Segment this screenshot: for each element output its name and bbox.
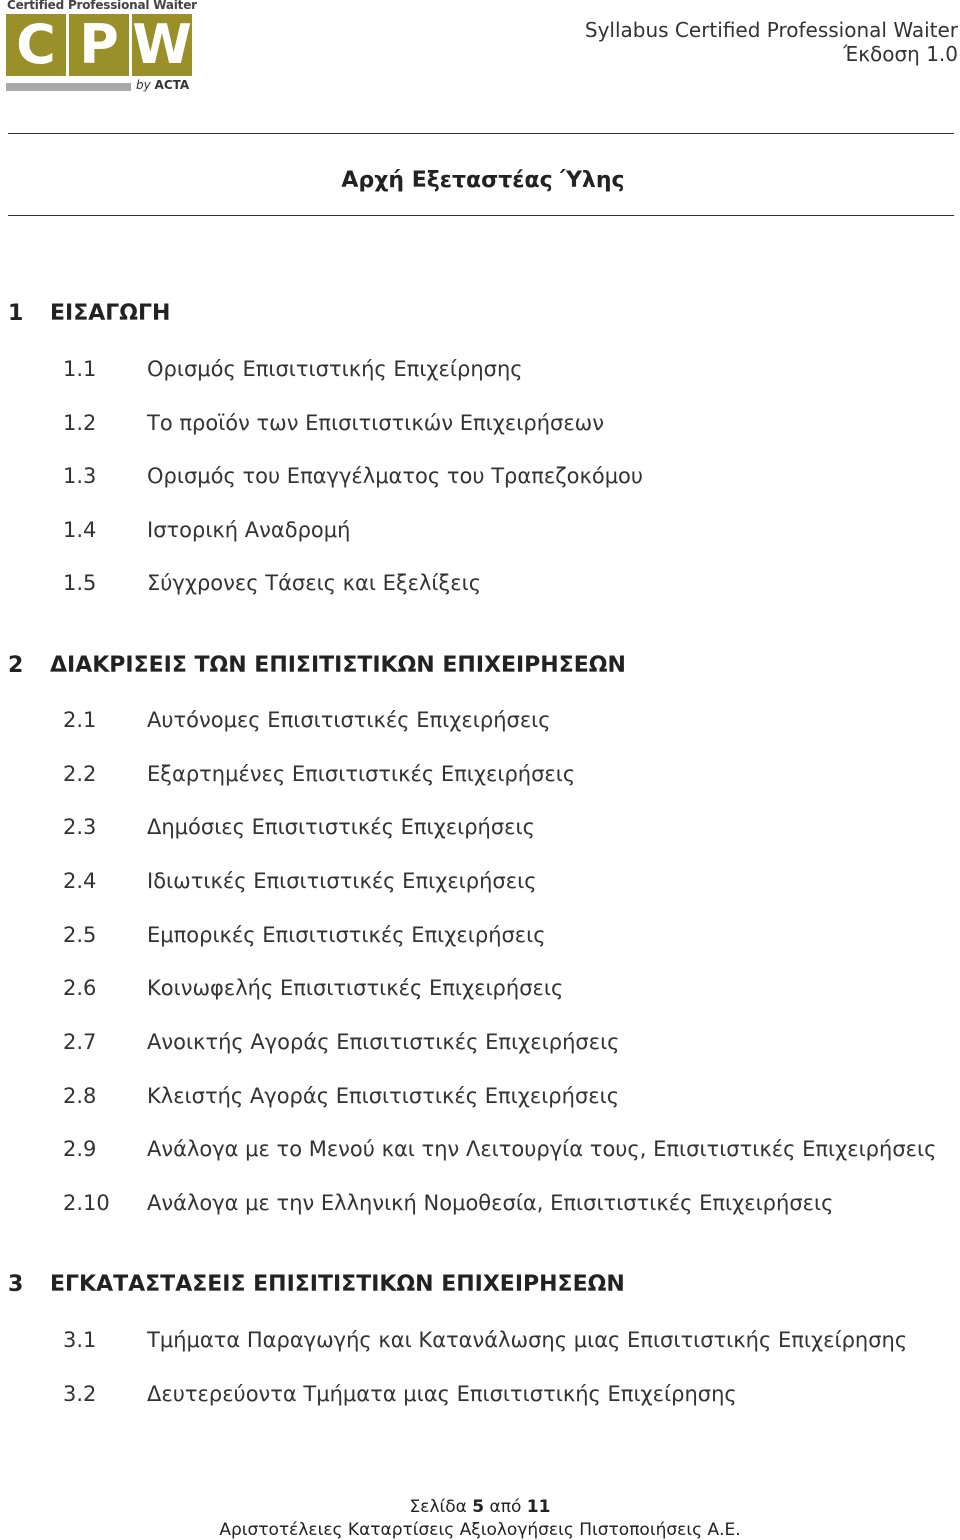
logo-letter-c: C	[6, 14, 66, 76]
toc-item	[63, 1030, 620, 1054]
page-of: από	[489, 1497, 522, 1517]
toc-item	[63, 518, 350, 542]
page-number	[0, 1497, 960, 1517]
item-number: 2.8	[63, 1084, 97, 1108]
page-current: 5	[472, 1497, 485, 1517]
logo-top-text: Certified Professional Waiter	[7, 0, 197, 12]
item-title: Ιστορική Αναδρομή	[147, 518, 351, 542]
toc-item	[63, 815, 535, 839]
item-title: Ιδιωτικές Επισιτιστικές Επιχειρήσεις	[147, 869, 537, 893]
item-number: 2.2	[63, 762, 97, 786]
item-title: Ορισμός Επισιτιστικής Επιχείρησης	[147, 357, 523, 381]
chapter-title: ΕΓΚΑΤΑΣΤΑΣΕΙΣ ΕΠΙΣΙΤΙΣΤΙΚΩΝ ΕΠΙΧΕΙΡΗΣΕΩΝ	[50, 1272, 625, 1297]
item-number: 3.1	[63, 1328, 97, 1352]
item-number: 2.7	[63, 1030, 97, 1054]
toc-item	[63, 976, 563, 1000]
toc-item	[63, 357, 523, 381]
item-number: 2.5	[63, 923, 97, 947]
item-title: Εξαρτημένες Επισιτιστικές Επιχειρήσεις	[147, 762, 576, 786]
cpw-logo	[6, 0, 196, 96]
item-title: Ανάλογα με το Μενού και την Λειτουργία τους, Επισιτιστικές Επιχειρήσεις	[147, 1137, 937, 1161]
item-number: 1.3	[63, 464, 97, 488]
page-word: Σελίδα	[409, 1497, 467, 1517]
logo-by-acta	[136, 78, 189, 92]
item-number: 2.9	[63, 1137, 97, 1161]
toc-item	[63, 1084, 619, 1108]
item-number: 2.10	[63, 1191, 110, 1215]
item-title: Κλειστής Αγοράς Επισιτιστικές Επιχειρήσεις	[147, 1084, 620, 1108]
header-divider-top	[8, 133, 954, 134]
logo-brand: ACTA	[154, 78, 190, 92]
item-number: 1.4	[63, 518, 97, 542]
logo-letter-p: P	[69, 14, 129, 76]
document-title: Αρχή Εξεταστέας Ύλης	[341, 168, 625, 193]
item-title: Τμήματα Παραγωγής και Κατανάλωσης μιας Επισιτιστικής Επιχείρησης	[147, 1328, 908, 1352]
chapter-number: 1	[8, 301, 24, 326]
item-number: 2.4	[63, 869, 97, 893]
item-title: Κοινωφελής Επισιτιστικές Επιχειρήσεις	[147, 976, 564, 1000]
item-number: 2.6	[63, 976, 97, 1000]
logo-letters	[6, 14, 192, 76]
item-title: Αυτόνομες Επισιτιστικές Επιχειρήσεις	[147, 708, 551, 732]
toc-item	[63, 1328, 907, 1352]
item-title: Δευτερεύοντα Τμήματα μιας Επισιτιστικής Επιχείρησης	[147, 1382, 737, 1406]
chapter-heading	[8, 653, 626, 678]
item-number: 3.2	[63, 1382, 97, 1406]
item-number: 1.1	[63, 357, 97, 381]
toc-item	[63, 1137, 936, 1161]
chapter-title: ΕΙΣΑΓΩΓΗ	[50, 301, 171, 326]
chapter-heading	[8, 301, 170, 326]
toc-item	[63, 869, 537, 893]
logo-letter-w: W	[132, 13, 192, 76]
header-title: Syllabus Certified Professional Waiter	[584, 18, 958, 42]
item-number: 2.3	[63, 815, 97, 839]
item-title: Εμπορικές Επισιτιστικές Επιχειρήσεις	[147, 923, 546, 947]
chapter-title: ΔΙΑΚΡΙΣΕΙΣ ΤΩΝ ΕΠΙΣΙΤΙΣΤΙΚΩΝ ΕΠΙΧΕΙΡΗΣΕΩΝ	[50, 653, 626, 678]
chapter-heading	[8, 1272, 625, 1297]
toc-item	[63, 1191, 833, 1215]
toc-item	[63, 571, 481, 595]
toc-item	[63, 708, 551, 732]
toc-item	[63, 464, 643, 488]
toc-item	[63, 411, 604, 435]
item-title: Δημόσιες Επισιτιστικές Επιχειρήσεις	[147, 815, 535, 839]
item-title: Ανάλογα με την Ελληνική Νομοθεσία, Επισιτιστικές Επιχειρήσεις	[147, 1191, 834, 1215]
chapter-number: 2	[8, 653, 24, 678]
item-title: Το προϊόν των Επισιτιστικών Επιχειρήσεων	[147, 411, 604, 435]
chapter-number: 3	[8, 1272, 24, 1297]
toc-item	[63, 1382, 737, 1406]
item-number: 2.1	[63, 708, 97, 732]
header-edition: Έκδοση 1.0	[843, 42, 958, 66]
item-title: Ορισμός του Επαγγέλματος του Τραπεζοκόμου	[147, 464, 644, 488]
logo-underline-bar	[6, 83, 131, 91]
footer-company: Αριστοτέλειες Καταρτίσεις Αξιολογήσεις Πιστοποιήσεις Α.Ε.	[219, 1520, 741, 1540]
toc-item	[63, 762, 575, 786]
item-title: Ανοικτής Αγοράς Επισιτιστικές Επιχειρήσεις	[147, 1030, 620, 1054]
page-total: 11	[526, 1497, 551, 1517]
item-title: Σύγχρονες Τάσεις και Εξελίξεις	[147, 571, 482, 595]
logo-by-text: by	[136, 78, 151, 92]
item-number: 1.2	[63, 411, 97, 435]
toc-item	[63, 923, 546, 947]
header-divider-bottom	[8, 215, 954, 216]
item-number: 1.5	[63, 571, 97, 595]
